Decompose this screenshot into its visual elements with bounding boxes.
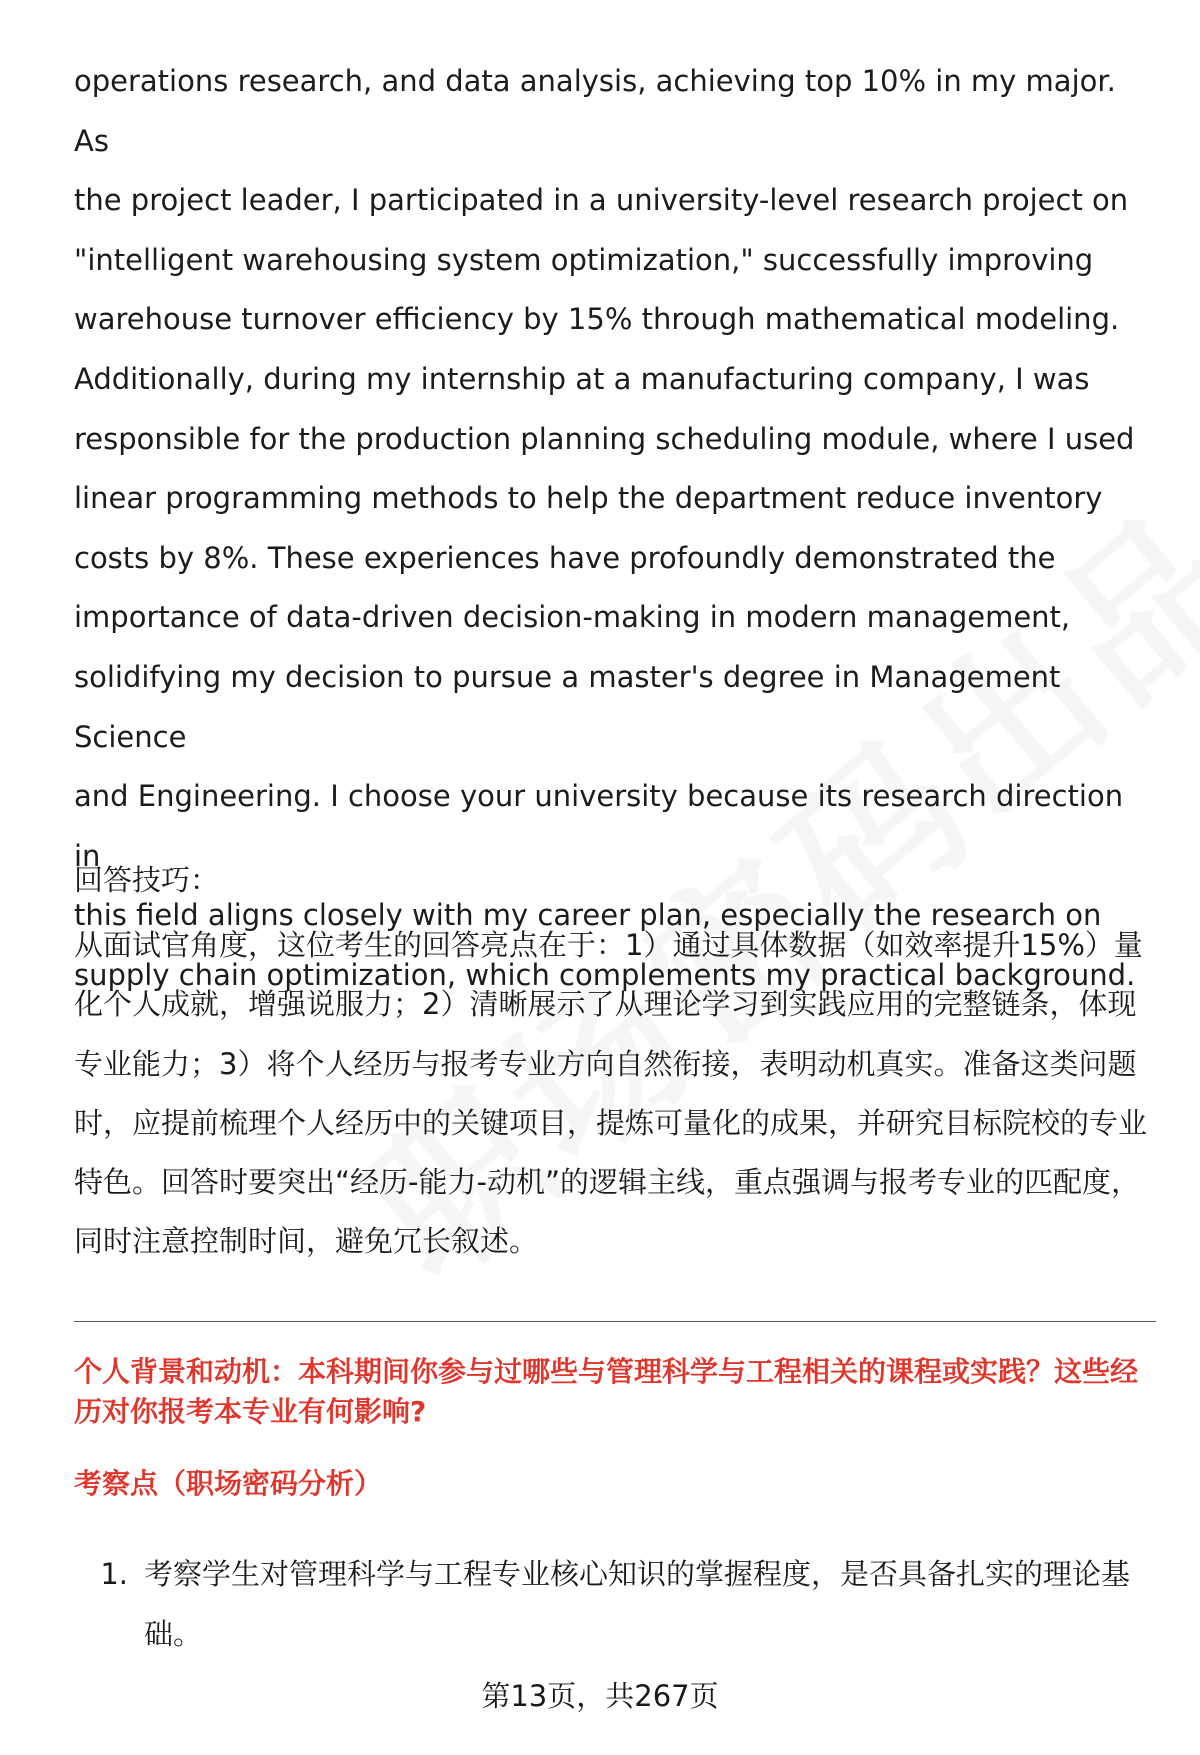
assessment-point-list: [74, 1544, 1156, 1664]
english-answer-paragraph: operations research, and data analysis, achieving top 10% in my major. As the project leader, I participated in a university-level research project on "intelligent warehousing system optimization," successfully improving warehouse turnover efficiency by 15% through mathematical modeling. Additionally, during my internship at a manufacturing company, I was responsible for the production planning scheduling module, where I used linear programming methods to help the department reduce inventory costs by 8%. These experiences have profoundly demonstrated the importance of data-driven decision-making in modern management, solidifying my decision to pursue a master's degree in Management Science and Engineering. I choose your university because its research direction in this field aligns closely with my career plan, especially the research on supply chain optimization, which complements my practical background.: [74, 64, 1136, 992]
tips-paragraph: 从面试官角度，这位考生的回答亮点在于：1）通过具体数据（如效率提升15%）量化个人成就，增强说服力；2）清晰展示了从理论学习到实践应用的完整链条，体现专业能力；3）将个人经历与报考专业方向自然衔接，表明动机真实。准备这类问题时，应提前梳理个人经历中的关键项目，提炼可量化的成果，并研究目标院校的专业特色。回答时要突出“经历-能力-动机”的逻辑主线，重点强调与报考专业的匹配度，同时注意控制时间，避免冗长叙述。: [74, 928, 1148, 1259]
section-divider: [74, 1321, 1156, 1322]
list-item-text: 考察学生对管理科学与工程专业核心知识的掌握程度，是否具备扎实的理论基础。: [144, 1557, 1131, 1651]
assessment-point-heading: 考察点（职场密码分析）: [74, 1467, 383, 1500]
page-indicator: 第13页，共267页: [481, 1679, 719, 1713]
question-heading: 个人背景和动机：本科期间你参与过哪些与管理科学与工程相关的课程或实践？这些经历对你报考本专业有何影响?: [74, 1355, 1139, 1428]
tips-label: 回答技巧：: [74, 863, 220, 897]
list-item: [74, 1544, 1156, 1664]
list-item-number: 1.: [100, 1557, 128, 1591]
